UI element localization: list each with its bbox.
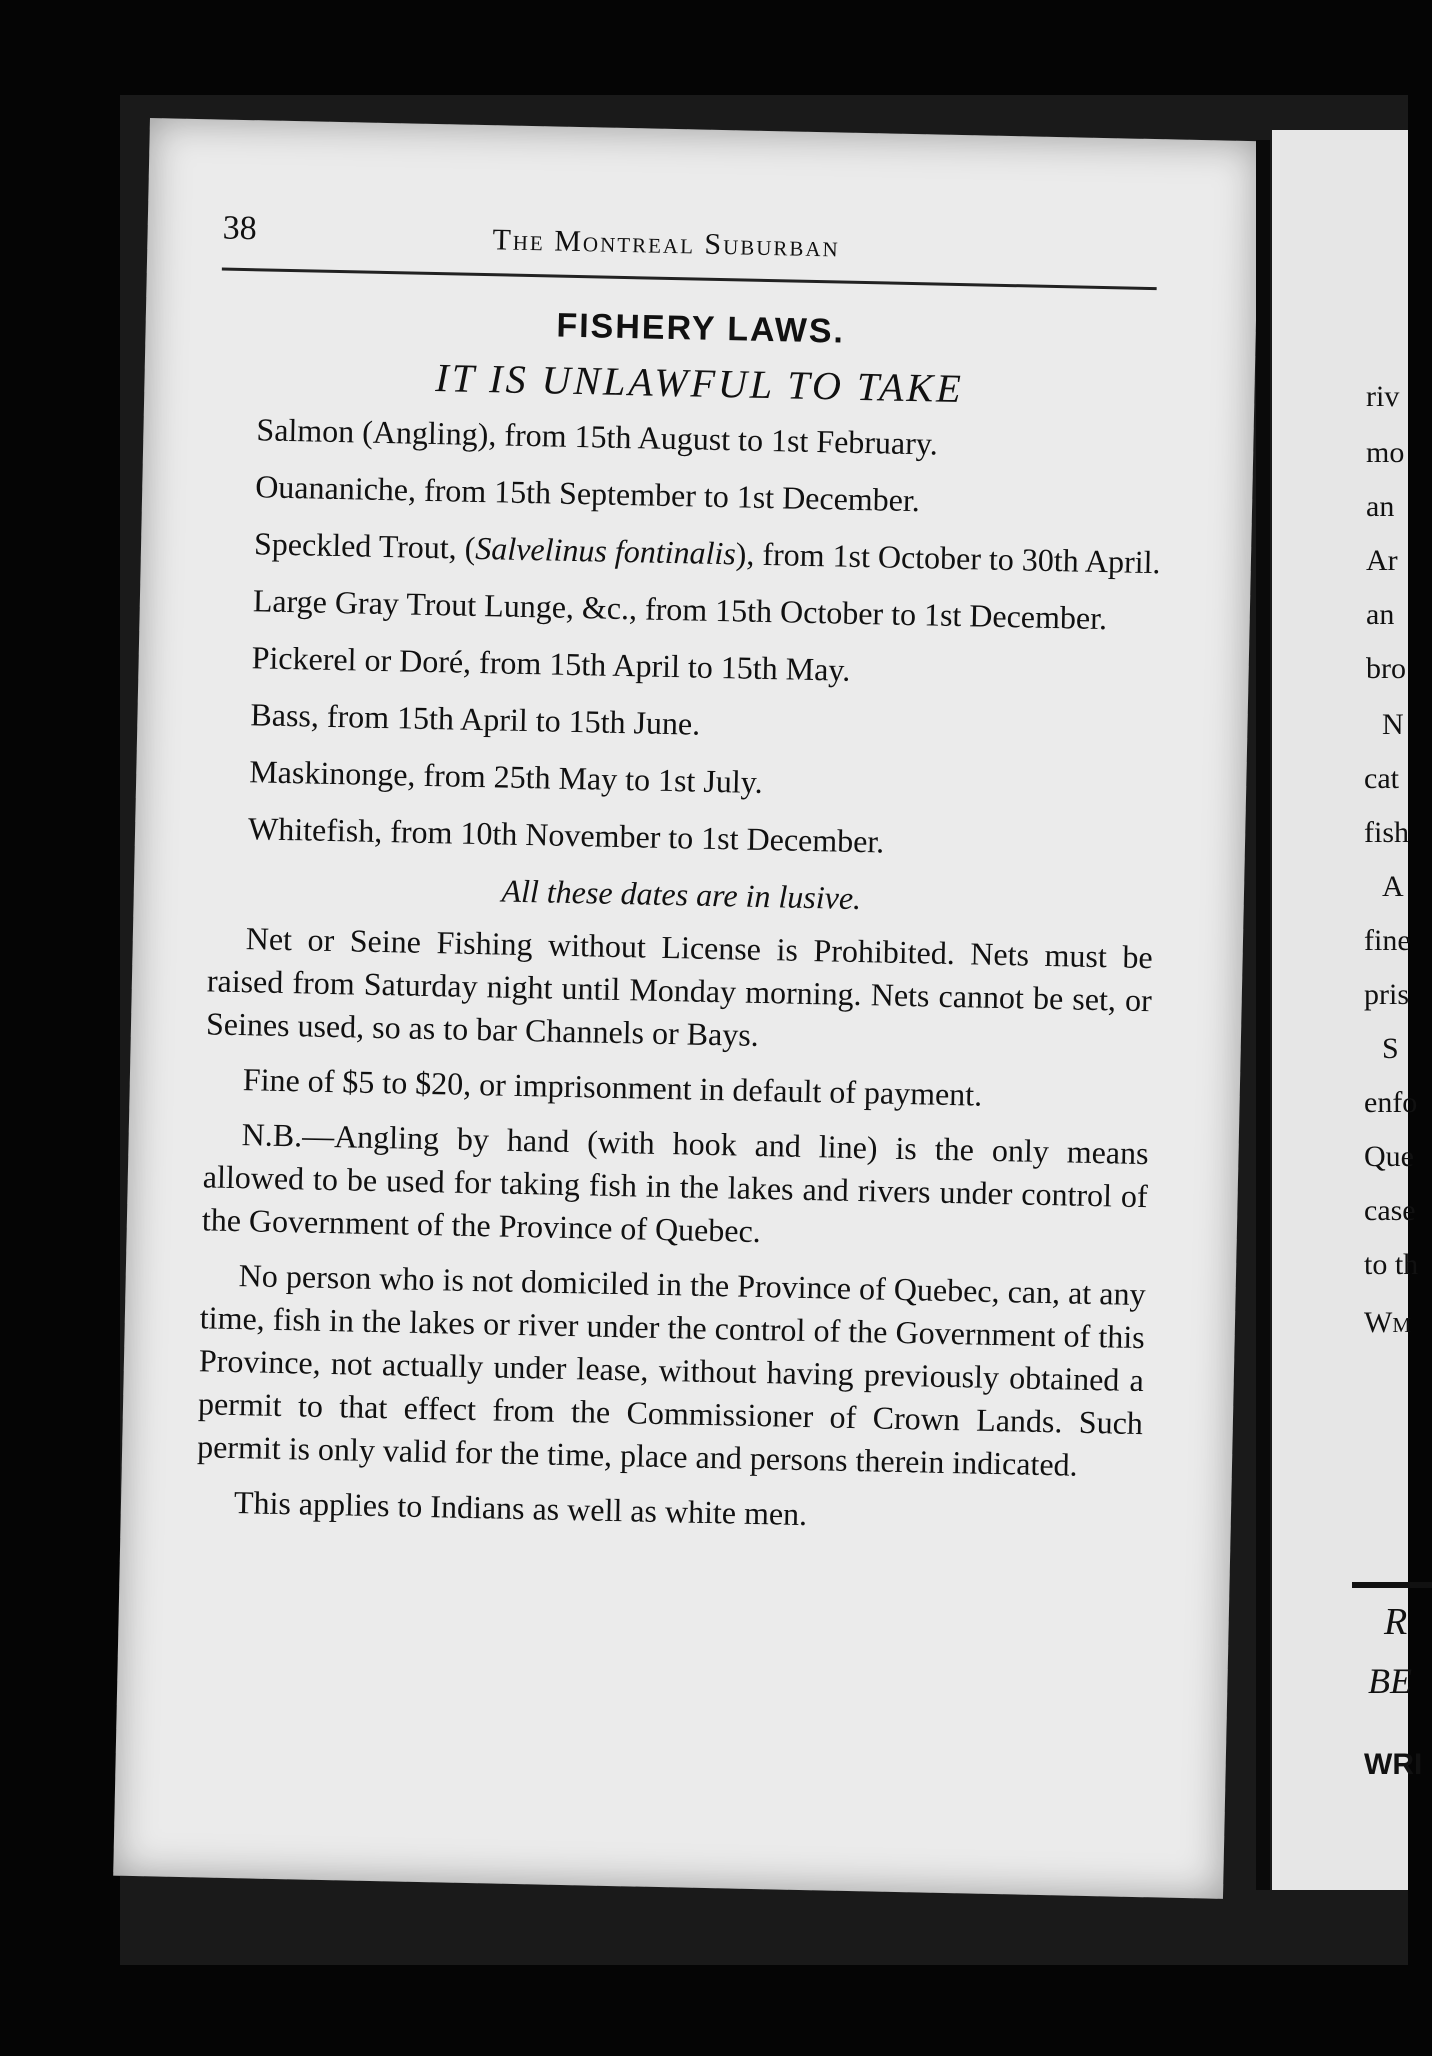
fragment-line: Ar xyxy=(1366,544,1398,577)
book-gutter xyxy=(1256,140,1270,1890)
fragment-line: enfo xyxy=(1364,1086,1418,1119)
net-fishing-paragraph: Net or Seine Fishing without License is Prohibited. Nets must be raised from Saturday night until Monday morning. Nets cannot be set, or Seines used, so as to bar Channels or Bays. xyxy=(205,920,1154,1053)
page-body xyxy=(195,408,1163,1556)
fragment-line: cat xyxy=(1364,762,1399,795)
fragment-line: Wm xyxy=(1364,1306,1411,1339)
adjacent-page-fragment xyxy=(1272,130,1423,1890)
indians-paragraph: This applies to Indians as well as white men. xyxy=(233,1484,808,1533)
season-whitefish: Whitefish, from 10th November to 1st December. xyxy=(247,810,885,860)
fragment-line: R xyxy=(1384,1601,1408,1643)
fragment-line: S xyxy=(1382,1032,1399,1065)
fine-paragraph: Fine of $5 to $20, or imprisonment in default of payment. xyxy=(242,1061,983,1113)
fragment-line: N xyxy=(1382,708,1404,741)
season-pickerel: Pickerel or Doré, from 15th April to 15th May. xyxy=(251,639,851,688)
angling-note-paragraph: N.B.—Angling by hand (with hook and line) is the only means allowed to be used for taking fish in the lakes and rivers under control of the Government of the Province of Quebec. xyxy=(201,1116,1149,1250)
fragment-line: A xyxy=(1382,870,1404,903)
section-title: FISHERY LAWS. xyxy=(556,306,846,351)
season-bass: Bass, from 15th April to 15th June. xyxy=(250,696,701,742)
non-resident-paragraph: No person who is not domiciled in the Province of Quebec, can, at any time, fish in the lakes or river under the control of the Government of this Province, not actually under lease, without having previously obtained a permit to that effect from the Commissioner of Crown Lands. Such permit is only valid for the time, place and persons therein indicated. xyxy=(196,1257,1146,1483)
fragment-line: to th xyxy=(1364,1248,1419,1281)
season-speckled-trout-suffix: ), from 1st October to 30th April. xyxy=(735,535,1161,581)
season-salmon: Salmon (Angling), from 15th August to 1st February. xyxy=(256,411,939,462)
dates-note: All these dates are in lusive. xyxy=(501,872,862,917)
season-large-gray-trout: Large Gray Trout Lunge, &c., from 15th October to 1st December. xyxy=(252,582,1108,637)
running-head: The Montreal Suburban xyxy=(492,223,841,264)
fragment-rule xyxy=(1352,1582,1432,1588)
season-speckled-trout xyxy=(216,521,1162,584)
season-ouananiche: Ouananiche, from 15th September to 1st December. xyxy=(254,468,921,519)
fragment-line: mo xyxy=(1366,436,1405,469)
fragment-line: Que xyxy=(1364,1140,1414,1173)
fragment-line: fine xyxy=(1364,924,1411,957)
fragment-line: WRI xyxy=(1364,1748,1423,1781)
fragment-line: pris xyxy=(1364,978,1409,1011)
book-page xyxy=(113,118,1260,1899)
fragment-line: an xyxy=(1366,598,1395,631)
fragment-line: case xyxy=(1364,1194,1416,1227)
fragment-line: BE xyxy=(1368,1661,1412,1701)
fragment-line: bro xyxy=(1366,652,1406,685)
fragment-line: an xyxy=(1366,490,1395,523)
species-latin-name: Salvelinus fontinalis xyxy=(475,529,737,572)
fragment-line: fish xyxy=(1364,816,1409,849)
section-subtitle: IT IS UNLAWFUL TO TAKE xyxy=(434,355,965,412)
season-maskinonge: Maskinonge, from 25th May to 1st July. xyxy=(248,753,764,800)
fragment-line: riv xyxy=(1366,380,1400,413)
page-number: 38 xyxy=(222,209,258,248)
season-speckled-trout-prefix: Speckled Trout, ( xyxy=(253,525,476,566)
